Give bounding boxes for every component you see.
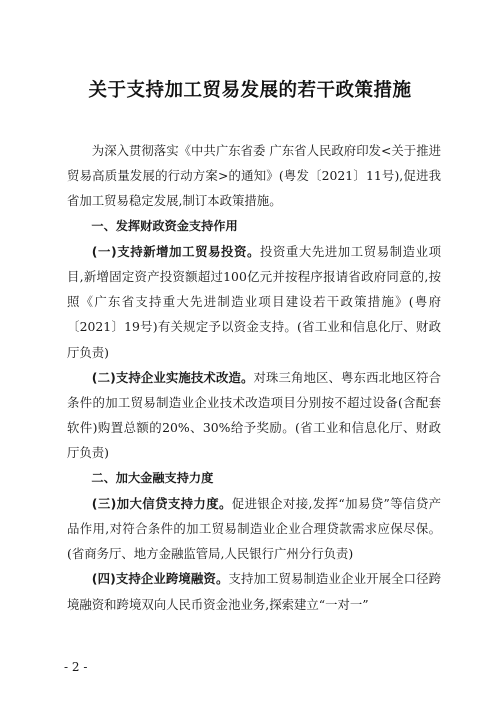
intro-paragraph: 为深入贯彻落实《中共广东省委 广东省人民政府印发<关于推进贸易高质量发展的行动方案>的通知》(粤发〔2021〕11号),促进我省加工贸易稳定发展,制订本政策措施。 <box>67 143 441 209</box>
measure-text-2: 对珠三角地区、粤东西北地区符合条件的加工贸易制造业企业技术改造项目分别按不超过设备(含配套软件)购置总额的20%、30%给予奖励。(省工业和信息化厅、财政厅负责) <box>67 369 442 461</box>
measure-paragraph-1 <box>67 239 441 365</box>
measure-paragraph-4 <box>67 566 441 616</box>
measure-lead-3: (三)加大信贷支持力度。 <box>91 495 232 511</box>
measure-text-1: 投资重大先进加工贸易制造业项目,新增固定资产投资额超过100亿元并按程序报请省政府同意的,按照《广东省支持重大先进制造业项目建设若干政策措施》(粤府〔2021〕19号)有关规定予以资金支持。(省工业和信息化厅、财政厅负责) <box>67 243 442 360</box>
measure-lead-1: (一)支持新增加工贸易投资。 <box>91 243 260 259</box>
measure-text-3: 促进银企对接,发挥“加易贷”等信贷产品作用,对符合条件的加工贸易制造业企业合理贷款需求应保尽保。(省商务厅、地方金融监管局,人民银行广州分行负责) <box>67 495 442 562</box>
section-heading-2: 二、加大金融支持力度 <box>91 470 214 485</box>
measure-lead-2: (二)支持企业实施技术改造。 <box>91 369 254 385</box>
measure-lead-4: (四)支持企业跨境融资。 <box>91 571 229 587</box>
page-number: - 2 - <box>64 660 88 674</box>
document-body <box>67 138 441 617</box>
measure-text-4: 支持加工贸易制造业企业开展全口径跨境融资和跨境双向人民币资金池业务,探索建立“一对一” <box>67 571 442 612</box>
document-title: 关于支持加工贸易发展的若干政策措施 <box>88 80 412 101</box>
section-heading-1: 一、发挥财政资金支持作用 <box>91 218 238 233</box>
measure-paragraph-3 <box>67 491 441 567</box>
measure-paragraph-2 <box>67 365 441 466</box>
